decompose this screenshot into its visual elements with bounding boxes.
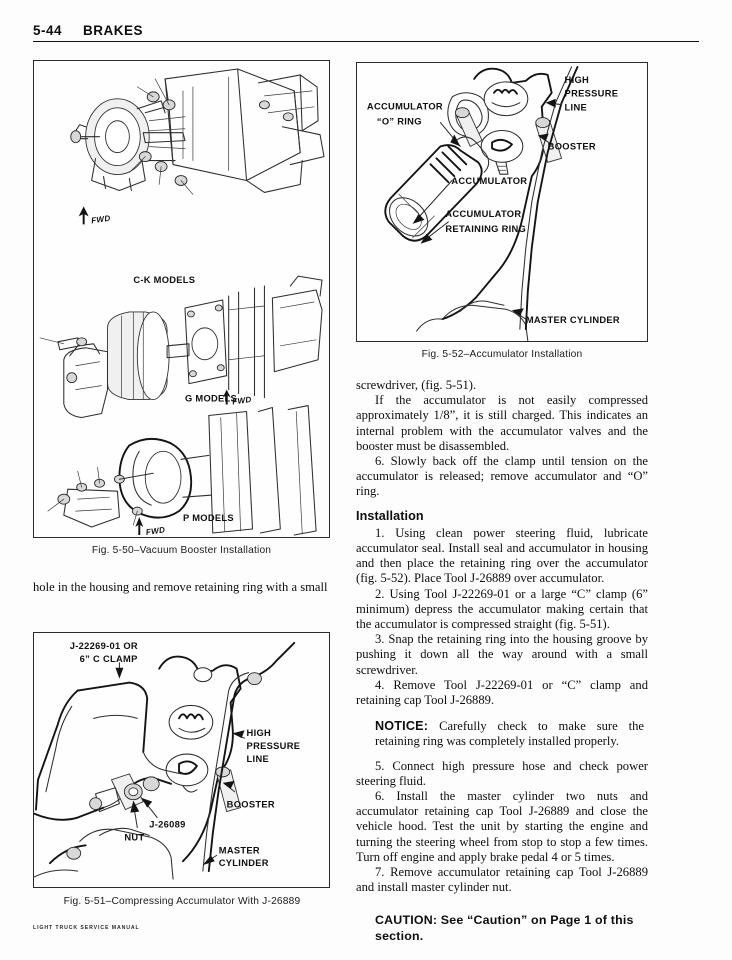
notice-text: Carefully check to make sure the retaining ring was completely installed properly. xyxy=(375,719,644,749)
figure-5-51-artwork xyxy=(34,633,329,887)
figure-5-52-caption: Fig. 5-52–Accumulator Installation xyxy=(421,349,583,360)
install-step-2: 2. Using Tool J-22269-01 or a large “C” clamp (6” minimum) depress the accumulator making certain that the accumulator is compressed straight (fig. 5-51). xyxy=(356,586,648,632)
caution-block: CAUTION: See “Caution” on Page 1 of this section. xyxy=(375,912,634,943)
install-step-7: 7. Remove accumulator retaining cap Tool J-26889 and install master cylinder nut. xyxy=(356,865,648,895)
page-footer: LIGHT TRUCK SERVICE MANUAL xyxy=(33,925,140,931)
fwd-label-bottom: FWD xyxy=(145,525,166,537)
figure-5-51-frame xyxy=(33,632,330,888)
notice-label: NOTICE: xyxy=(375,719,429,734)
booster-label: BOOSTER xyxy=(226,799,275,810)
page-header xyxy=(33,22,699,44)
g-model-illustration xyxy=(40,276,322,417)
left-column-text xyxy=(33,580,330,595)
install-step-6: 6. Install the master cylinder two nuts and accumulator retaining cap Tool J-26889 and close the vehicle hood. Test the unit by starting the engine and turning the steering wheel from stop to stop a few times. Turn off engine and apply brake pedal 4 or 5 times. xyxy=(356,789,648,864)
accumulator-retaining-ring-label-line2: RETAINING RING xyxy=(445,223,527,234)
high-pressure-line-label-line1: HIGH xyxy=(564,74,590,85)
fwd-label-top: FWD xyxy=(90,213,112,226)
right-continued-paragraph: screwdriver, (fig. 5-51). xyxy=(356,378,477,392)
figure-5-50-artwork xyxy=(34,61,329,537)
figure-5-52-artwork xyxy=(357,63,647,341)
g-models-label: G MODELS xyxy=(184,393,238,404)
page-section-title: BRAKES xyxy=(83,23,144,38)
high-pressure-line-label-line3: LINE xyxy=(246,753,270,764)
high-pressure-line-label-line3: LINE xyxy=(564,102,588,113)
left-continued-paragraph: hole in the housing and remove retaining ring with a small xyxy=(33,580,328,594)
master-cylinder-label: MASTER CYLINDER xyxy=(525,315,620,326)
high-pressure-line-label-line2: PRESSURE xyxy=(246,741,301,752)
page-number: 5-44 xyxy=(33,23,63,38)
step-6-removal: 6. Slowly back off the clamp until tension on the accumulator is released; remove accumulator and “O” ring. xyxy=(356,454,648,499)
figure-5-50-frame xyxy=(33,60,330,538)
master-cylinder-art xyxy=(34,828,173,879)
accumulator-retaining-ring-label-line1: ACCUMULATOR xyxy=(445,208,522,219)
accumulator-o-ring-label-line1: ACCUMULATOR xyxy=(366,101,443,112)
high-pressure-line-label-line1: HIGH xyxy=(246,728,272,739)
booster-label: BOOSTER xyxy=(547,141,596,152)
c-clamp-tool-label-line1: J-22269-01 OR xyxy=(69,640,138,651)
paragraph-still-charged: If the accumulator is not easily compressed approximately 1/8”, it is still charged. This indicates an internal problem with the accumulator valves and the booster must be disassembled. xyxy=(356,393,648,453)
retaining-cap-tool-label: J-26089 xyxy=(149,819,186,830)
header-rule xyxy=(33,41,699,42)
fwd-label-middle: FWD xyxy=(231,394,253,407)
master-cylinder-label-line1: MASTER xyxy=(218,845,260,856)
p-models-label: P MODELS xyxy=(182,513,234,524)
figure-5-50-caption: Fig. 5-50–Vacuum Booster Installation xyxy=(91,545,272,556)
high-pressure-line-label-line2: PRESSURE xyxy=(564,88,619,99)
figure-5-52-frame xyxy=(356,62,648,342)
ck-model-illustration xyxy=(71,69,324,225)
notice-block xyxy=(356,719,648,749)
accumulator-label: ACCUMULATOR xyxy=(451,176,528,187)
ck-models-label: C-K MODELS xyxy=(133,275,196,286)
accumulator-o-ring-label-line2: “O” RING xyxy=(376,116,422,127)
install-step-5: 5. Connect high pressure hose and check power steering fluid. xyxy=(356,758,648,788)
figure-5-51-caption: Fig. 5-51–Compressing Accumulator With J-26889 xyxy=(63,896,301,907)
right-column-text xyxy=(356,378,648,944)
installation-heading: Installation xyxy=(356,508,424,523)
nut-label: NUT xyxy=(124,832,145,843)
install-step-1: 1. Using clean power steering fluid, lubricate accumulator seal. Install seal and accumulator in housing and then place the retaining ring over the accumulator (fig. 5-52). Place Tool J-26889 over accumulator. xyxy=(356,525,648,586)
c-clamp-tool-label-line2: 6” C CLAMP xyxy=(79,653,138,664)
master-cylinder-label-line2: CYLINDER xyxy=(218,858,269,869)
install-step-4: 4. Remove Tool J-22269-01 or “C” clamp and retaining cap Tool J-26889. xyxy=(356,677,648,708)
install-step-3: 3. Snap the retaining ring into the housing groove by pushing it down all the way around with a small screwdriver. xyxy=(356,632,648,677)
